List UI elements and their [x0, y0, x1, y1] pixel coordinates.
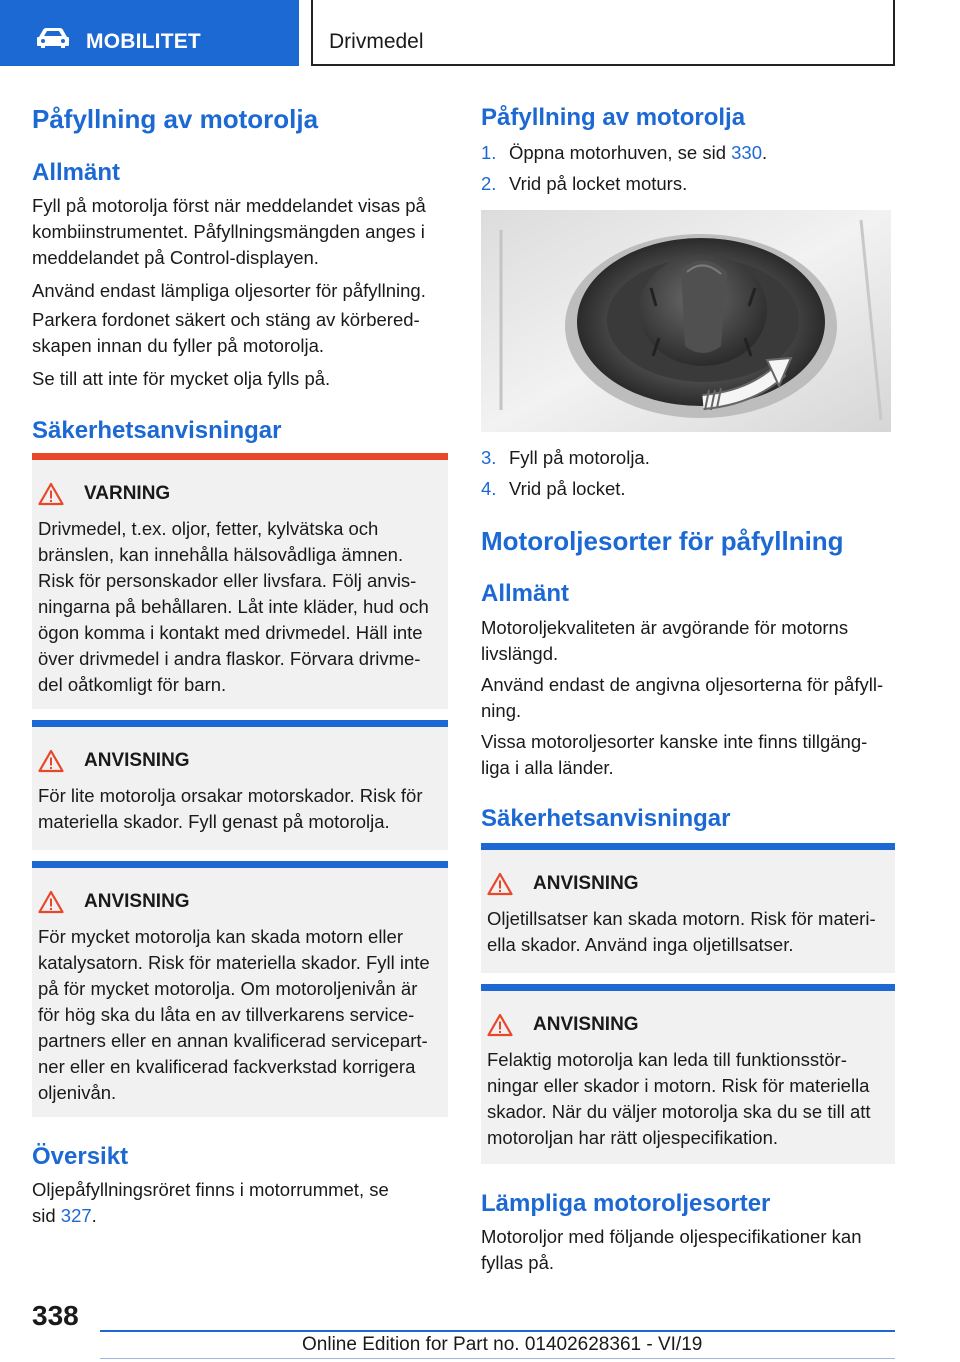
- warning-box: [32, 453, 448, 709]
- list-item: 4. Vrid på locket.: [481, 478, 626, 499]
- oil-types-title: Motoroljesorter för påfyllning: [481, 526, 844, 556]
- right-general-p3: Vissa motoroljesorter kanske inte finns tillgäng- liga i alla länder.: [481, 731, 868, 778]
- notice-label: ANVISNING: [84, 750, 190, 771]
- notice-box: [481, 984, 895, 1164]
- notice-text: För mycket motorolja kan skada motorn eller katalysatorn. Risk för materiella skador. Fyll inte på för mycket motorolja. Om motoroljenivån är för hög ska du låta en av tillverkarens service- partners eller en annan kvalificerad servicepart- ner eller en kvalificerad fackverkstad korrigera oljenivån.: [38, 926, 430, 1103]
- right-general-p2: Använd endast de angivna oljesorterna för påfyll- ning.: [481, 674, 884, 721]
- right-safety-heading: Säkerhetsanvisningar: [481, 805, 731, 832]
- page-number: 338: [32, 1300, 79, 1331]
- section-label: MOBILITET: [86, 30, 201, 53]
- right-general-heading: Allmänt: [481, 580, 570, 607]
- car-icon: [36, 27, 70, 49]
- general-paragraph-1: Fyll på motorolja först när meddelandet visas på kombiinstrumentet. Påfyllningsmängden anges i meddelandet på Control-displayen.: [32, 195, 426, 268]
- notice-label: ANVISNING: [84, 891, 190, 912]
- chapter-label: Drivmedel: [329, 30, 424, 53]
- footer-divider-bottom: [100, 1358, 895, 1359]
- general-paragraph-3: Parkera fordonet säkert och stäng av körbered- skapen innan du fyller på motorolja.: [32, 309, 420, 356]
- left-title: Påfyllning av motorolja: [32, 104, 319, 134]
- list-item: 1. Öppna motorhuven, se sid 330.: [481, 142, 768, 163]
- warning-triangle-icon: [38, 890, 64, 914]
- warning-label: VARNING: [84, 483, 171, 504]
- overview-text: Oljepåfyllningsröret finns i motorrummet, se sid 327.: [32, 1179, 389, 1226]
- notice-box: [32, 861, 448, 1117]
- notice-text: Felaktig motorolja kan leda till funktionsstör- ningar eller skador i motorn. Risk för materiella skador. När du väljer motorolja ska du se till att motoroljan har rätt oljespecifikation.: [487, 1049, 871, 1148]
- notice-text: För lite motorolja orsakar motorskador. Risk för materiella skador. Fyll genast på motorolja.: [38, 785, 423, 832]
- notice-text: Oljetillsatser kan skada motorn. Risk för materi- ella skador. Använd inga oljetillsatser.: [487, 908, 876, 955]
- list-item: 2. Vrid på locket moturs.: [481, 173, 688, 194]
- warning-text: Drivmedel, t.ex. oljor, fetter, kylvätska och bränslen, kan innehålla hälsovådliga ämnen. Risk för personskador eller livsfara. Följ anvis- ningarna på behållaren. Låt inte kläder, hud och ögon komma i kontakt med drivmedel. Häll inte över drivmedel i andra flaskor. Förvara drivme- del oåtkomligt för barn.: [38, 518, 429, 695]
- suitable-oils-text: Motoroljor med följande oljespecifikationer kan fyllas på.: [481, 1226, 862, 1273]
- left-general-heading: Allmänt: [32, 159, 121, 186]
- oil-cap-illustration: [481, 210, 891, 432]
- right-title: Påfyllning av motorolja: [481, 104, 746, 131]
- notice-box: [32, 720, 448, 850]
- left-safety-heading: Säkerhetsanvisningar: [32, 417, 282, 444]
- warning-triangle-icon: [487, 1013, 513, 1037]
- warning-triangle-icon: [38, 482, 64, 506]
- page-link-327[interactable]: 327: [60, 1205, 92, 1226]
- general-paragraph-4: Se till att inte för mycket olja fylls på.: [32, 368, 331, 389]
- footer-divider: [100, 1330, 895, 1332]
- notice-label: ANVISNING: [533, 873, 639, 894]
- footer-edition: Online Edition for Part no. 01402628361 - VI/19: [302, 1334, 703, 1355]
- general-paragraph-2: Använd endast lämpliga oljesorter för påfyllning.: [32, 280, 426, 301]
- suitable-oils-heading: Lämpliga motoroljesorter: [481, 1190, 771, 1217]
- chapter-tab: [311, 0, 895, 66]
- warning-triangle-icon: [38, 749, 64, 773]
- section-tab[interactable]: [0, 0, 299, 66]
- list-item: 3. Fyll på motorolja.: [481, 447, 650, 468]
- overview-heading: Översikt: [32, 1143, 129, 1170]
- notice-box: [481, 843, 895, 973]
- page-link-330[interactable]: 330: [731, 142, 763, 163]
- warning-triangle-icon: [487, 872, 513, 896]
- notice-label: ANVISNING: [533, 1014, 639, 1035]
- right-general-p1: Motoroljekvaliteten är avgörande för motorns livslängd.: [481, 617, 849, 664]
